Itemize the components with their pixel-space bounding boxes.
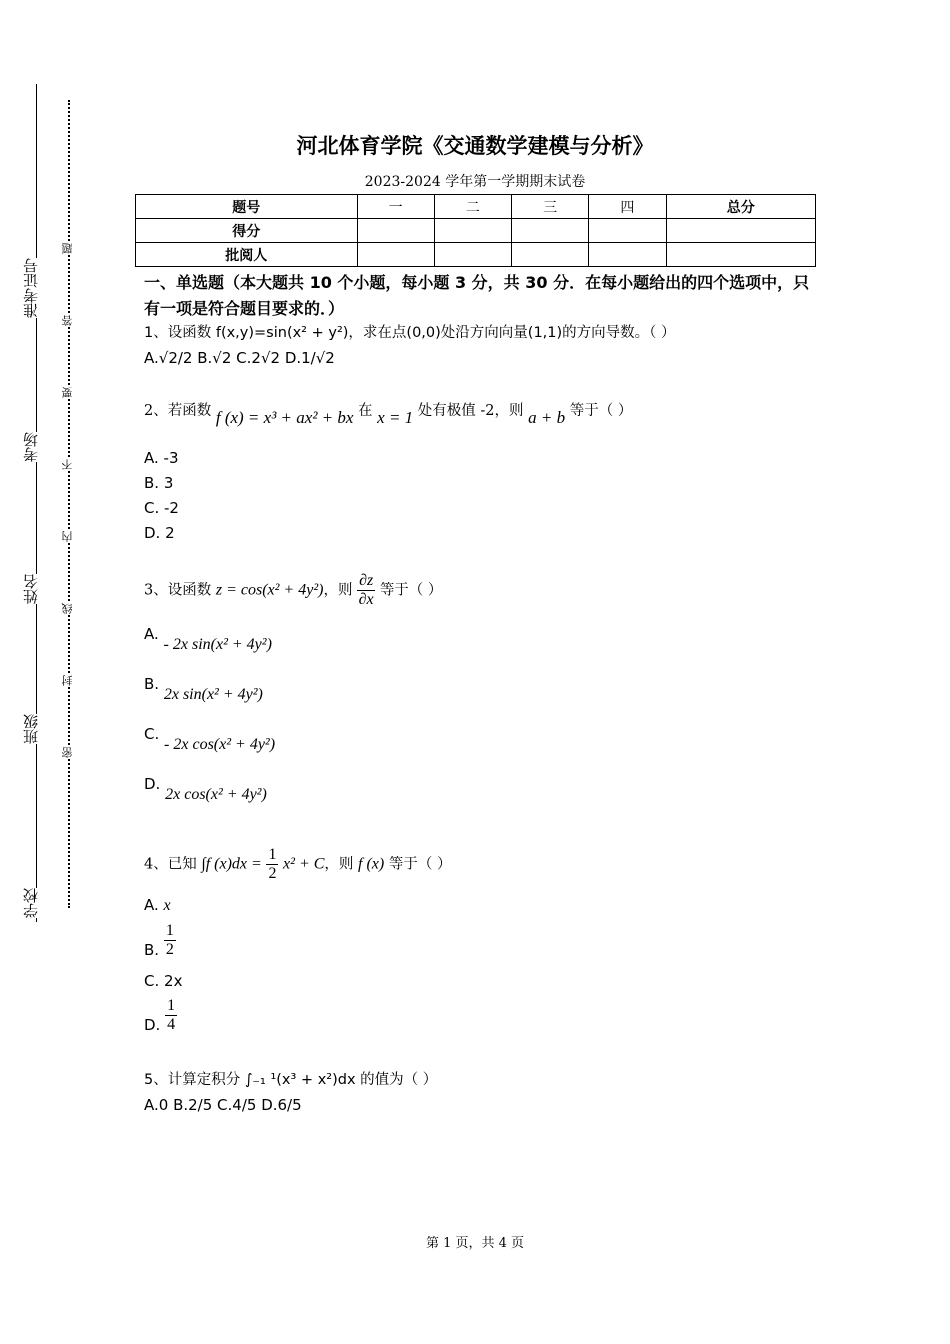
table-cell xyxy=(434,219,511,243)
option-denominator: 4 xyxy=(167,1016,176,1033)
q4-fraction-denominator: 2 xyxy=(268,865,277,882)
q3-derivative-numerator: ∂z xyxy=(359,572,374,589)
margin-dotted-seal-line xyxy=(68,100,70,908)
q3-suffix: 等于（ ） xyxy=(379,582,443,599)
option-fraction xyxy=(165,997,177,1034)
q4-fraction xyxy=(266,846,278,883)
q3-derivative-denominator: ∂x xyxy=(358,591,374,608)
section-heading: 一、单选题（本大题共 10 个小题，每小题 3 分，共 30 分．在每小题给出的四个选项中，只有一项是符合题目要求的．） xyxy=(144,273,810,318)
question-4-option xyxy=(144,895,171,916)
q4-fx: f (x) xyxy=(358,855,385,873)
option-denominator: 2 xyxy=(165,941,174,958)
q4-tail: x² + C xyxy=(283,855,325,873)
margin-solid-line xyxy=(36,84,37,922)
table-row xyxy=(136,219,816,243)
table-cell xyxy=(357,243,434,267)
margin-label-exam-room: 考场 xyxy=(22,432,40,462)
q2-suffix: 等于（ ） xyxy=(569,403,633,419)
q3-prefix: 3、设函数 xyxy=(144,582,212,599)
question-2-option: C. -2 xyxy=(144,499,179,517)
q2-formula: f (x) = x³ + ax² + bx xyxy=(215,408,354,427)
q3-formula: z = cos(x² + 4y²) xyxy=(215,581,324,599)
question-5-options: A.0 B.2/5 C.4/5 D.6/5 xyxy=(144,1096,302,1114)
seal-char: 不 xyxy=(61,459,74,470)
option-label: D. xyxy=(144,775,161,793)
margin-label-name: 姓名 xyxy=(22,574,40,604)
q3-derivative xyxy=(357,572,375,609)
question-2-option: A. -3 xyxy=(144,449,179,467)
margin-label-school: 学校 xyxy=(22,888,40,918)
table-cell xyxy=(357,219,434,243)
option-label: C. xyxy=(144,972,160,990)
q2-mid2: 处有极值 -2，则 xyxy=(417,403,524,419)
option-label: D. xyxy=(144,1016,161,1034)
seal-char: 封 xyxy=(61,675,74,686)
table-cell: 四 xyxy=(589,195,666,219)
margin-label-class: 班级 xyxy=(22,714,40,744)
question-3-option xyxy=(144,674,263,703)
table-cell: 一 xyxy=(357,195,434,219)
seal-char: 线 xyxy=(61,603,74,614)
seal-char: 答 xyxy=(61,315,74,326)
option-value: x xyxy=(163,897,171,914)
option-label: B. xyxy=(144,675,160,693)
question-3-option xyxy=(144,724,276,753)
score-table xyxy=(135,194,816,267)
question-3-option xyxy=(144,774,267,803)
table-cell: 得分 xyxy=(136,219,358,243)
q2-target: a + b xyxy=(528,408,566,427)
question-4-option xyxy=(144,922,176,959)
question-2-option: B. 3 xyxy=(144,474,174,492)
margin-label-exam-number: 准考证号 xyxy=(22,258,40,318)
option-numerator: 1 xyxy=(165,922,174,939)
option-expr: 2x sin(x² + 4y²) xyxy=(163,686,263,703)
q4-prefix: 4、已知 xyxy=(144,856,197,873)
question-2-option: D. 2 xyxy=(144,524,175,542)
table-row xyxy=(136,243,816,267)
table-cell: 总分 xyxy=(666,195,815,219)
q4-suffix: 等于（ ） xyxy=(388,856,452,873)
question-1-options: A.√2/2 B.√2 C.2√2 D.1/√2 xyxy=(144,349,335,367)
question-1-stem: 1、设函数 f(x,y)=sin(x² + y²)，求在点(0,0)处沿方向向量(1,1)的方向导数。（ ） xyxy=(144,325,676,341)
table-cell: 三 xyxy=(512,195,589,219)
q3-mid: ，则 xyxy=(323,582,353,599)
page-number: 第 1 页，共 4 页 xyxy=(425,1236,525,1251)
question-4-option xyxy=(144,997,177,1034)
question-3-stem xyxy=(144,572,442,609)
q4-mid: ，则 xyxy=(324,856,354,873)
option-expr: - 2x cos(x² + 4y²) xyxy=(164,736,276,753)
q2-prefix: 2、若函数 xyxy=(144,403,212,419)
seal-char: 题 xyxy=(61,243,74,254)
question-3-option xyxy=(144,624,272,653)
seal-char: 要 xyxy=(61,387,74,398)
q4-fraction-numerator: 1 xyxy=(268,846,277,863)
table-row xyxy=(136,195,816,219)
q2-mid1: 在 xyxy=(358,403,373,419)
question-4-option xyxy=(144,971,182,991)
option-label: A. xyxy=(144,625,159,643)
question-4-stem xyxy=(144,846,451,883)
q2-condition: x = 1 xyxy=(377,408,414,427)
seal-char: 内 xyxy=(61,531,74,542)
option-value: 2x xyxy=(164,972,183,990)
table-cell xyxy=(512,243,589,267)
table-cell xyxy=(512,219,589,243)
table-cell xyxy=(589,219,666,243)
option-label: C. xyxy=(144,725,160,743)
option-expr: 2x cos(x² + 4y²) xyxy=(165,786,267,803)
option-expr: - 2x sin(x² + 4y²) xyxy=(163,636,272,653)
option-label: A. xyxy=(144,896,159,914)
option-fraction xyxy=(164,922,176,959)
table-cell: 二 xyxy=(434,195,511,219)
exam-subtitle: 2023-2024 学年第一学期期末试卷 xyxy=(364,174,586,190)
table-cell xyxy=(589,243,666,267)
q4-integral: ∫f (x)dx = xyxy=(201,855,262,873)
question-2-stem xyxy=(144,400,633,427)
table-cell: 批阅人 xyxy=(136,243,358,267)
option-numerator: 1 xyxy=(167,997,176,1014)
seal-char: 密 xyxy=(61,747,74,758)
question-5-stem: 5、计算定积分 ∫₋₁ ¹(x³ + x²)dx 的值为（ ） xyxy=(144,1072,438,1088)
table-cell: 题号 xyxy=(136,195,358,219)
table-cell xyxy=(666,243,815,267)
option-label: B. xyxy=(144,941,160,959)
table-cell xyxy=(666,219,815,243)
exam-title: 河北体育学院《交通数学建模与分析》 xyxy=(296,134,654,158)
table-cell xyxy=(434,243,511,267)
